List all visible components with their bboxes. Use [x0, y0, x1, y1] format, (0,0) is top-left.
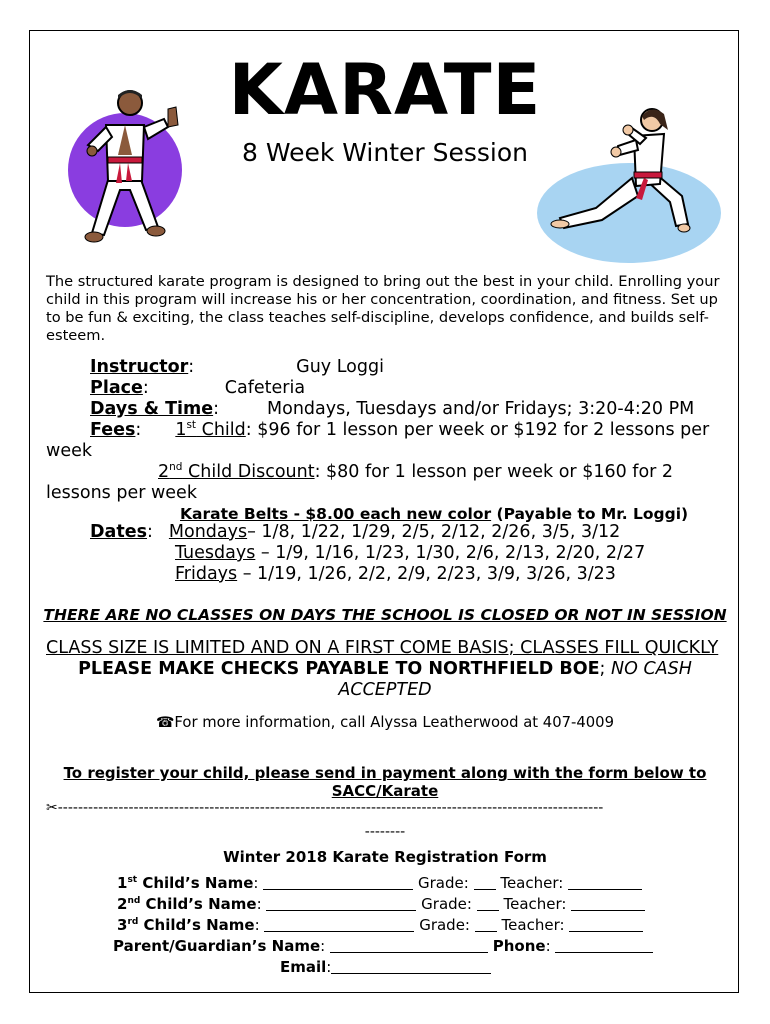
fees-row: Fees: 1st Child: $96 for 1 lesson per week or $192 for 2 lessons per [90, 419, 710, 440]
phone-field[interactable] [555, 938, 653, 953]
tuesdays-label: Tuesdays [175, 543, 256, 563]
karate-woman-icon [536, 106, 722, 264]
child1-grade-field[interactable] [474, 875, 496, 890]
email-row: Email: [280, 958, 491, 976]
mondays-dates: – 1/8, 1/22, 1/29, 2/5, 2/12, 2/26, 3/5, 3/12 [247, 522, 621, 542]
child3-row: 3rd Child’s Name: Grade: Teacher: [117, 916, 643, 934]
cut-line-cont: -------- [364, 824, 406, 840]
child3-teacher-field[interactable] [569, 917, 643, 932]
second-child-label: 2nd Child Discount [158, 461, 315, 482]
fees-label: Fees [90, 420, 136, 440]
form-title: Winter 2018 Karate Registration Form [223, 848, 547, 866]
dates-label: Dates [90, 522, 147, 542]
dates-tuesdays-row [46, 543, 736, 564]
child2-row: 2nd Child’s Name: Grade: Teacher: [117, 895, 645, 913]
first-child-label: 1st Child [175, 419, 246, 440]
child2-teacher-field[interactable] [571, 896, 645, 911]
child2-name-field[interactable] [266, 896, 416, 911]
phone-icon: ☎ [155, 714, 175, 731]
child3-grade-field[interactable] [475, 917, 497, 932]
child1-teacher-field[interactable] [568, 875, 642, 890]
first-child-fee: : $96 for 1 lesson per week or $192 for 2 lessons per [245, 420, 710, 440]
parent-row: Parent/Guardian’s Name: Phone: [113, 937, 653, 955]
second-child-row [46, 462, 736, 483]
intro-paragraph: The structured karate program is designed to bring out the best in your child. Enrolling your child in this program will increase his or her concentration, coordination, and fitness. Set up to be fun & exciting, the class teaches self-discipline, develops confidence, and builds self-esteem. [46, 273, 720, 344]
no-classes-notice: THERE ARE NO CLASSES ON DAYS THE SCHOOL IS CLOSED OR NOT IN SESSION [43, 606, 727, 624]
fees-row-cont: week [46, 441, 92, 461]
days-row: Days & Time: Mondays, Tuesdays and/or Fridays; 3:20-4:20 PM [90, 399, 695, 419]
belts-note: (Payable to Mr. Loggi) [491, 505, 689, 523]
email-field[interactable] [331, 959, 491, 974]
mondays-label: Mondays [168, 522, 248, 542]
place-row: Place: Cafeteria [90, 378, 306, 398]
belts-label: Karate Belts - $8.00 each new color [180, 505, 492, 523]
scissors-icon: ✂ [46, 800, 58, 816]
second-child-row-cont: lessons per week [46, 483, 197, 503]
days-label: Days & Time [90, 399, 214, 419]
dates-fridays-row [46, 564, 736, 585]
register-instruction: To register your child, please send in payment along with the form below to SACC/Karate [63, 764, 707, 800]
instructor-row: Instructor: Guy Loggi [90, 357, 384, 377]
place-value: Cafeteria [224, 378, 306, 398]
tuesdays-dates: – 1/9, 1/16, 1/23, 1/30, 2/6, 2/13, 2/20, 2/27 [255, 543, 646, 563]
class-size-notice: CLASS SIZE IS LIMITED AND ON A FIRST COME BASIS; CLASSES FILL QUICKLY [46, 638, 719, 658]
belts-row [180, 505, 688, 523]
page-subtitle: 8 Week Winter Session [241, 138, 529, 167]
child1-name-field[interactable] [263, 875, 413, 890]
child1-row: 1st Child’s Name: Grade: Teacher: [117, 874, 642, 892]
fridays-label: Fridays [175, 564, 238, 584]
days-value: Mondays, Tuesdays and/or Fridays; 3:20-4:20 PM [267, 399, 695, 419]
contact-info: ☎For more information, call Alyssa Leatherwood at 407-4009 [155, 714, 615, 731]
checks-notice: PLEASE MAKE CHECKS PAYABLE TO NORTHFIELD BOE; NO CASH ACCEPTED [78, 659, 692, 700]
instructor-label: Instructor [90, 357, 189, 377]
child3-name-field[interactable] [264, 917, 414, 932]
parent-name-field[interactable] [330, 938, 488, 953]
fridays-dates: – 1/19, 1/26, 2/2, 2/9, 2/23, 3/9, 3/26, 3/23 [237, 564, 616, 584]
child2-grade-field[interactable] [477, 896, 499, 911]
second-child-fee: : $80 for 1 lesson per week or $160 for 2 [314, 462, 674, 482]
dates-mondays-row: Dates: Mondays– 1/8, 1/22, 1/29, 2/5, 2/12, 2/26, 3/5, 3/12 [90, 522, 621, 542]
page-title: KARATE [228, 49, 542, 131]
instructor-value: Guy Loggi [296, 357, 384, 377]
place-label: Place [90, 378, 143, 398]
cut-line: ✂------------------------------------------------------------------------------------------------------------ [46, 800, 604, 816]
